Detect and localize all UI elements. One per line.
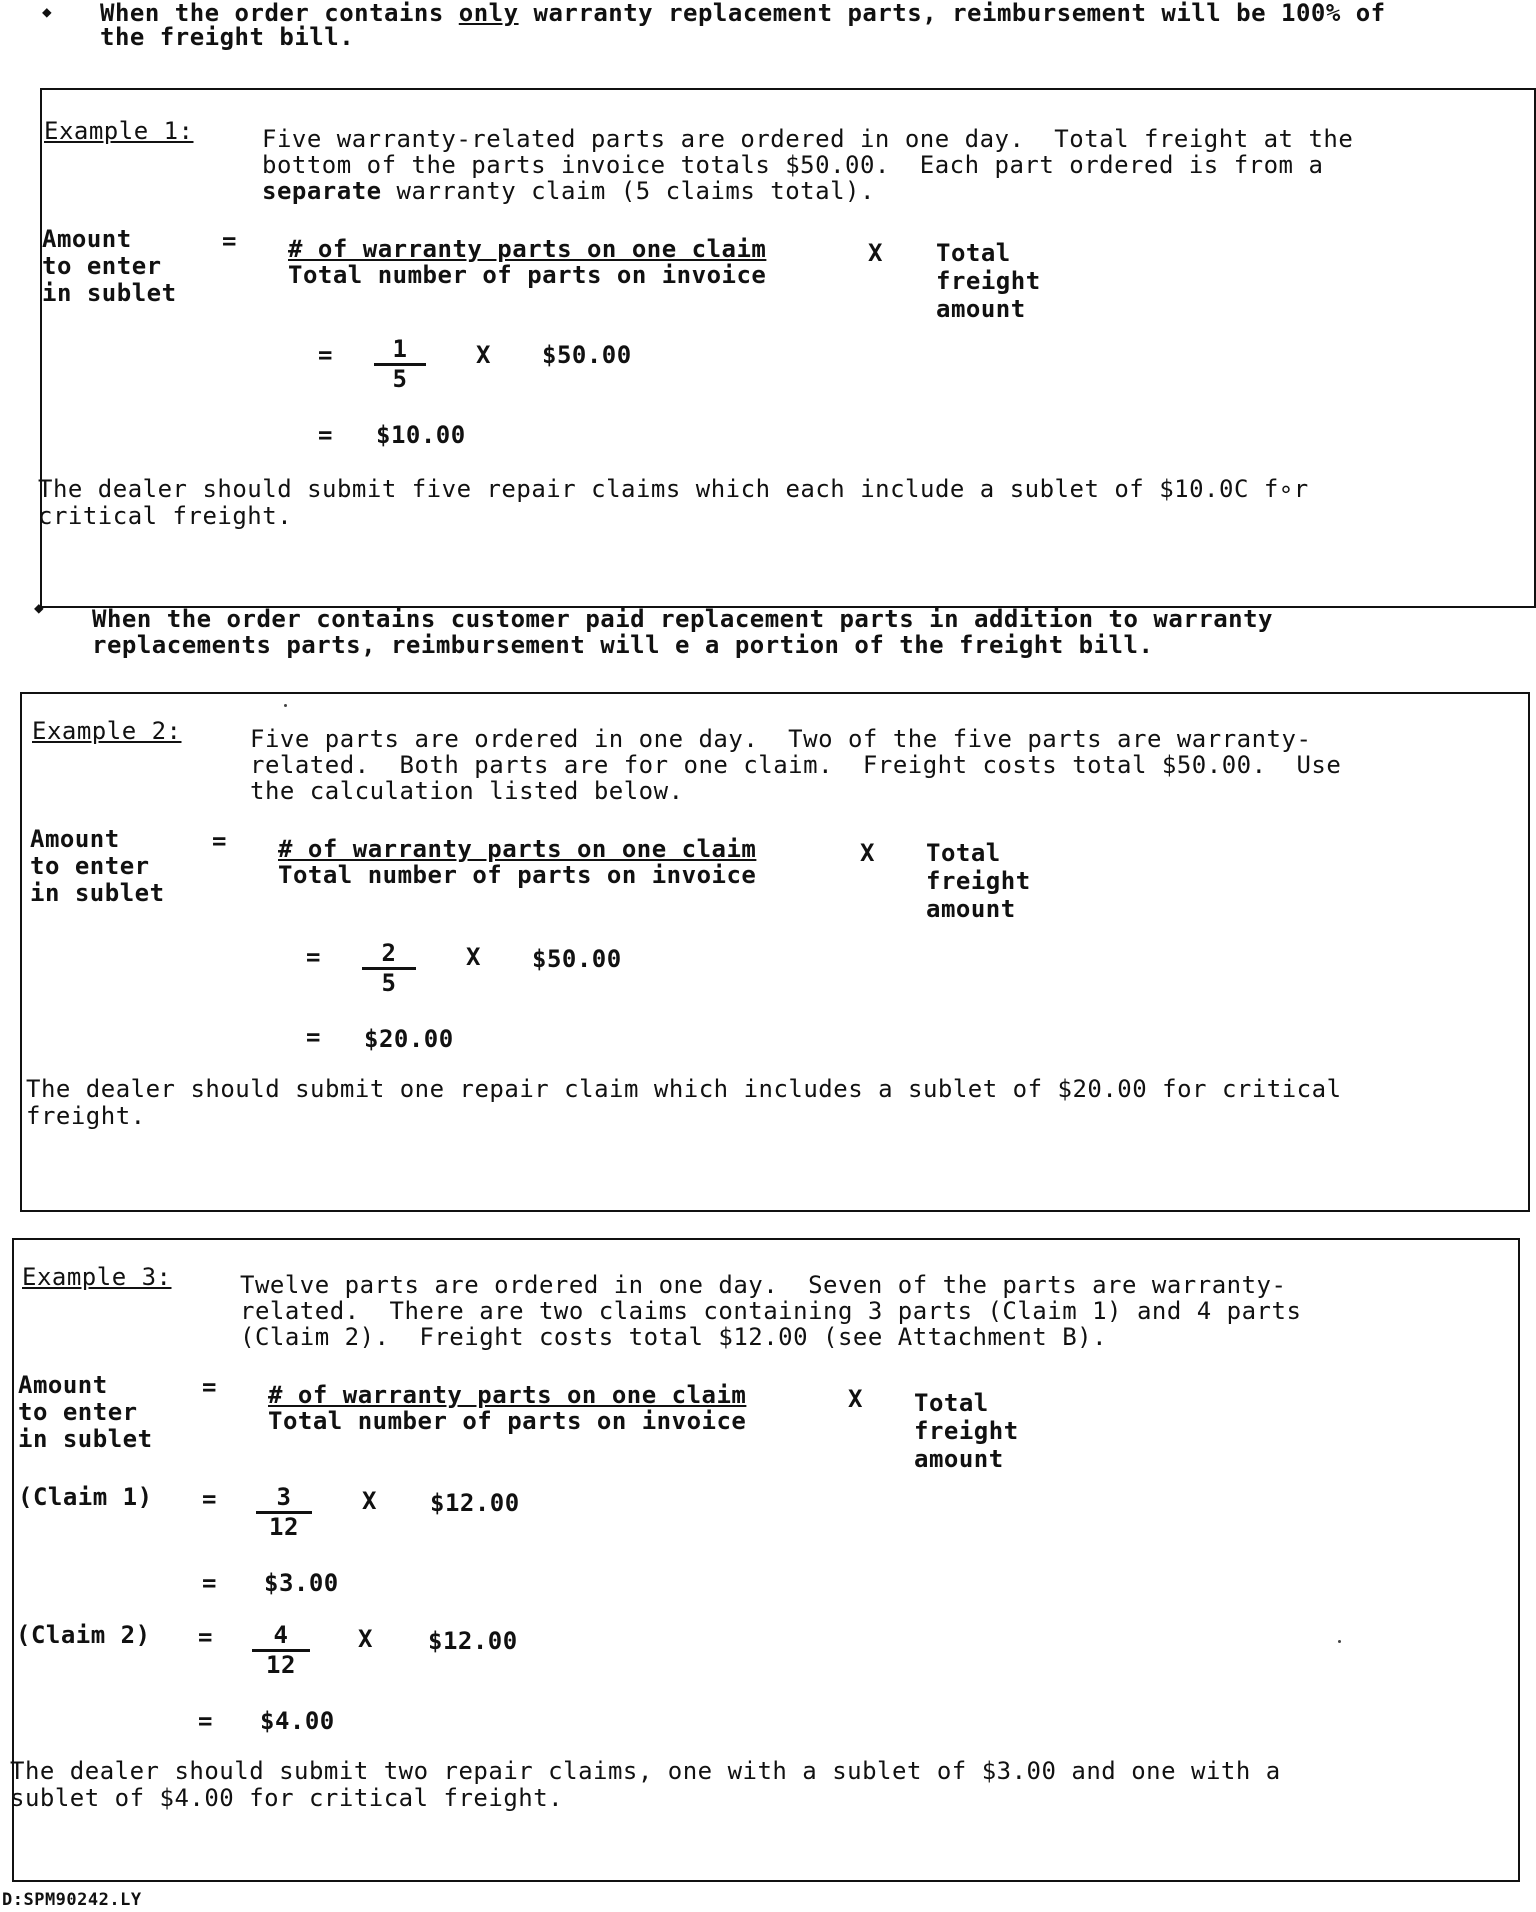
example-2-times-sign: X <box>860 839 875 867</box>
example-2-fraction <box>362 940 416 997</box>
example-2-equals-sign: = <box>212 827 227 855</box>
claim-2-result-equals: = <box>198 1707 213 1735</box>
example-3-formula-denominator: Total number of parts on invoice <box>268 1407 747 1435</box>
example-2-formula-numerator: # of warranty parts on one claim <box>278 835 757 863</box>
example-2-calc-equals: = <box>306 943 321 971</box>
example-3-total-label-2: freight <box>914 1417 1019 1445</box>
example-1-times-sign: X <box>868 239 883 267</box>
example-2-fraction-denominator: 5 <box>381 969 397 997</box>
example-3-total-label-1: Total <box>914 1389 989 1417</box>
claim-1-label: (Claim 1) <box>18 1483 153 1511</box>
example-1-label: Example 1: <box>44 117 194 145</box>
claim-2-fraction <box>252 1622 310 1679</box>
example-3-label: Example 3: <box>22 1263 172 1291</box>
example-1-amount-label-1: Amount <box>42 225 132 253</box>
example-1-amount-label-3: in sublet <box>42 279 177 307</box>
example-2-note-line-1: The dealer should submit one repair claim which includes a sublet of $20.00 for critical <box>26 1075 1342 1103</box>
example-2-desc-line-2: related. Both parts are for one claim. Freight costs total $50.00. Use <box>250 751 1342 779</box>
example-2-desc-line-3: the calculation listed below. <box>250 777 684 805</box>
example-2-total-label-1: Total <box>926 839 1001 867</box>
example-1-note-line-2: critical freight. <box>38 502 293 530</box>
example-1-desc-line-2: bottom of the parts invoice totals $50.00. Each part ordered is from a <box>262 151 1324 179</box>
example-1-desc-line-1: Five warranty-related parts are ordered in one day. Total freight at the <box>262 125 1354 153</box>
example-2-calc-times: X <box>466 943 481 971</box>
example-3-amount-label-2: to enter <box>18 1398 138 1426</box>
example-1-note-line-1: The dealer should submit five repair claims which each include a sublet of $10.0C f∘r <box>38 475 1309 503</box>
scan-speck <box>284 704 287 707</box>
example-3-desc-line-3: (Claim 2). Freight costs total $12.00 (see Attachment B). <box>240 1323 1108 1351</box>
bullet-1-text-a: When the order contains <box>100 0 459 27</box>
example-1-total-label-2: freight <box>936 267 1041 295</box>
claim-1-fraction <box>256 1484 312 1541</box>
example-3-times-sign: X <box>848 1385 863 1413</box>
example-2-result-equals: = <box>306 1023 321 1051</box>
bullet-2-line-2: replacements parts, reimbursement will e a portion of the freight bill. <box>92 631 1154 659</box>
claim-2-freight: $12.00 <box>428 1627 518 1655</box>
example-1-fraction-denominator: 5 <box>392 365 408 393</box>
example-2-fraction-numerator: 2 <box>362 940 416 970</box>
example-1-equals-sign: = <box>222 227 237 255</box>
example-2-desc-line-1: Five parts are ordered in one day. Two of the five parts are warranty- <box>250 725 1312 753</box>
example-1-desc-line-3 <box>262 178 875 205</box>
example-2-total-label-3: amount <box>926 895 1016 923</box>
example-2-result-value: $20.00 <box>364 1025 454 1053</box>
claim-2-times: X <box>358 1625 373 1653</box>
claim-1-result-value: $3.00 <box>264 1569 339 1597</box>
example-2-label: Example 2: <box>32 717 182 745</box>
example-1-fraction <box>374 336 426 393</box>
example-3-amount-label-1: Amount <box>18 1371 108 1399</box>
example-3-formula-numerator: # of warranty parts on one claim <box>268 1381 747 1409</box>
example-1-result-equals: = <box>318 421 333 449</box>
example-1-calc-freight: $50.00 <box>542 341 632 369</box>
example-1-fraction-numerator: 1 <box>374 336 426 366</box>
example-1-calc-equals: = <box>318 341 333 369</box>
bullet-1-text-b: warranty replacement parts, reimbursement will be 100% of <box>518 0 1386 27</box>
scan-speck <box>1338 1640 1341 1643</box>
example-1-total-label-3: amount <box>936 295 1026 323</box>
example-2-formula-denominator: Total number of parts on invoice <box>278 861 757 889</box>
claim-1-fraction-denominator: 12 <box>269 1513 299 1541</box>
example-1-result-value: $10.00 <box>376 421 466 449</box>
claim-1-result-equals: = <box>202 1569 217 1597</box>
example-2-calc-freight: $50.00 <box>532 945 622 973</box>
claim-2-fraction-numerator: 4 <box>252 1622 310 1652</box>
example-3-note-line-1: The dealer should submit two repair claims, one with a sublet of $3.00 and one with a <box>10 1757 1281 1785</box>
claim-1-equals: = <box>202 1485 217 1513</box>
example-2-note-line-2: freight. <box>26 1102 146 1130</box>
claim-2-equals: = <box>198 1623 213 1651</box>
example-1-formula-numerator: # of warranty parts on one claim <box>288 235 767 263</box>
example-1-desc-rest: warranty claim (5 claims total). <box>381 177 875 205</box>
example-2-amount-label-3: in sublet <box>30 879 165 907</box>
claim-2-fraction-denominator: 12 <box>266 1651 296 1679</box>
file-identifier: D:SPM90242.LY <box>2 1890 142 1910</box>
example-2-amount-label-2: to enter <box>30 852 150 880</box>
example-3-note-line-2: sublet of $4.00 for critical freight. <box>10 1784 564 1812</box>
example-1-amount-label-2: to enter <box>42 252 162 280</box>
example-2-total-label-2: freight <box>926 867 1031 895</box>
example-1-total-label-1: Total <box>936 239 1011 267</box>
example-2-amount-label-1: Amount <box>30 825 120 853</box>
claim-1-freight: $12.00 <box>430 1489 520 1517</box>
example-1-desc-bold: separate <box>262 177 382 205</box>
example-3-desc-line-2: related. There are two claims containing 3 parts (Claim 1) and 4 parts <box>240 1297 1302 1325</box>
example-3-desc-line-1: Twelve parts are ordered in one day. Seven of the parts are warranty- <box>240 1271 1287 1299</box>
claim-1-fraction-numerator: 3 <box>256 1484 312 1514</box>
example-3-equals-sign: = <box>202 1373 217 1401</box>
bullet-2-line-1: When the order contains customer paid replacement parts in addition to warranty <box>92 605 1273 633</box>
claim-1-times: X <box>362 1487 377 1515</box>
bullet-1-emphasis-only: only <box>458 0 519 27</box>
claim-2-result-value: $4.00 <box>260 1707 335 1735</box>
example-1-formula-denominator: Total number of parts on invoice <box>288 261 767 289</box>
example-1-calc-times: X <box>476 341 491 369</box>
bullet-marker: ◆ <box>42 2 52 21</box>
bullet-1-line-2: the freight bill. <box>100 23 355 51</box>
bullet-marker: ◆ <box>34 598 44 617</box>
example-3-total-label-3: amount <box>914 1445 1004 1473</box>
claim-2-label: (Claim 2) <box>16 1621 151 1649</box>
example-3-amount-label-3: in sublet <box>18 1425 153 1453</box>
